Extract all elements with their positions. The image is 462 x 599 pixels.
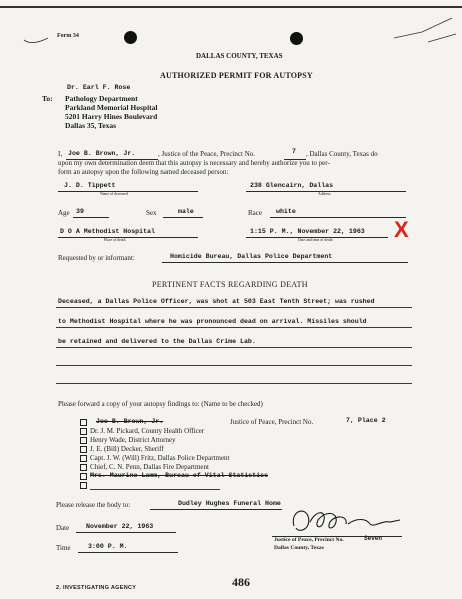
- addressee-line-4: Dallas 35, Texas: [65, 121, 117, 130]
- date-value: November 22, 1963: [86, 523, 154, 530]
- auth-line-3: form an autopsy upon the following named deceased person:: [58, 168, 229, 176]
- name-caption: Name of deceased: [100, 192, 128, 196]
- time-underline: [78, 551, 178, 553]
- to-label: To:: [42, 94, 53, 103]
- sig-caption-line-2: Dallas County, Texas: [274, 545, 324, 551]
- facts-rule-2: [56, 327, 412, 328]
- time-value: 3:00 P. M.: [88, 543, 128, 550]
- checkbox-decker[interactable]: [80, 446, 87, 453]
- deceased-name: J. D. Tippett: [64, 182, 116, 189]
- race-value: white: [276, 208, 296, 215]
- investigating-agency: 2. INVESTIGATING AGENCY: [56, 585, 137, 591]
- release-value: Dudley Hughes Funeral Home: [178, 500, 281, 507]
- auth-prefix: I,: [58, 150, 63, 158]
- forward-item-justice-name: Joe B. Brown, Jr.: [96, 418, 164, 425]
- blank-entry-rule: [90, 489, 220, 490]
- checkbox-fritz[interactable]: [80, 455, 87, 462]
- auth-mid: , Justice of the Peace, Precinct No.: [158, 150, 255, 158]
- forward-instruction: Please forward a copy of your autopsy findings to: (Name to be checked): [58, 400, 263, 408]
- sex-underline: [163, 216, 203, 218]
- facts-rule-1: [56, 307, 412, 308]
- form-title: AUTHORIZED PERMIT FOR AUTOPSY: [160, 71, 313, 80]
- race-underline: [270, 216, 406, 218]
- forward-item-pickard: Dr. J. M. Pickard, County Health Officer: [90, 427, 205, 435]
- form-number: Form 34: [57, 33, 79, 39]
- facts-line-3: be retained and delivered to the Dallas Crime Lab.: [58, 338, 256, 345]
- auth-line1-end: , Dallas County, Texas do: [306, 150, 378, 158]
- auth-justice: Joe B. Brown, Jr.: [68, 150, 136, 157]
- place-of-death: D O A Methodist Hospital: [60, 228, 155, 235]
- forward-item-fritz: Capt. J. W. (Will) Fritz, Dallas Police Department: [90, 454, 230, 462]
- facts-rule-4: [56, 365, 412, 366]
- signature: [286, 504, 406, 538]
- name-underline: [58, 190, 198, 192]
- requested-underline: [162, 261, 408, 263]
- release-label: Please release the body to:: [56, 501, 131, 509]
- facts-rule-5: [56, 383, 412, 384]
- age-underline: [73, 216, 109, 218]
- requested-by: Homicide Bureau, Dallas Police Department: [170, 253, 333, 260]
- facts-line-2: to Methodist Hospital where he was pronounced dead on arrival. Missiles should: [58, 318, 367, 325]
- place-caption: Place of death: [104, 238, 126, 242]
- punch-hole-right: [290, 32, 303, 45]
- release-underline: [150, 508, 282, 510]
- auth-line-2: upon my own determination deem that this autopsy is necessary and hereby authorize you to per-: [58, 159, 330, 167]
- date-label: Date: [56, 524, 70, 532]
- addressee-name: Dr. Earl F. Rose: [67, 84, 131, 91]
- requested-label: Requested by or informant:: [58, 254, 135, 262]
- forward-item-lamm: Mrs. Maurine Lamm, Bureau of Vital Statistics: [90, 472, 269, 479]
- corner-pen-marks: [392, 8, 460, 48]
- date-underline: [76, 531, 176, 533]
- checkbox-pickard[interactable]: [80, 428, 87, 435]
- punch-hole-left: [124, 31, 137, 44]
- deceased-address: 238 Glencairn, Dallas: [250, 182, 334, 189]
- place-underline: [58, 236, 198, 238]
- datetime-caption: Date and time of death: [298, 238, 333, 242]
- addressee-line-1: Pathology Department: [65, 94, 138, 103]
- facts-heading: PERTINENT FACTS REGARDING DEATH: [152, 280, 308, 289]
- age-label: Age: [58, 209, 70, 217]
- facts-rule-3: [56, 347, 412, 348]
- sig-precinct: Seven: [364, 535, 383, 542]
- datetime-of-death: 1:15 P. M., November 22, 1963: [250, 228, 365, 235]
- checkbox-justice[interactable]: [80, 419, 87, 426]
- forward-item-justice-precinct: 7, Place 2: [346, 417, 386, 424]
- forward-item-decker: J. E. (Bill) Decker, Sheriff: [90, 445, 164, 453]
- address-caption: Address: [318, 192, 331, 196]
- checkbox-blank[interactable]: [80, 482, 87, 489]
- left-pen-mark: [22, 34, 52, 48]
- page-number: 486: [232, 575, 250, 589]
- facts-line-1: Deceased, a Dallas Police Officer, was shot at 503 East Tenth Street; was rushed: [58, 298, 375, 305]
- time-label: Time: [56, 544, 71, 552]
- addressee-line-3: 5201 Harry Hines Boulevard: [65, 112, 158, 121]
- sex-value: male: [178, 208, 194, 215]
- race-label: Race: [248, 209, 262, 217]
- checkbox-wade[interactable]: [80, 437, 87, 444]
- addressee-line-2: Parkland Memorial Hospital: [65, 103, 158, 112]
- sex-label: Sex: [146, 209, 157, 217]
- county-heading: DALLAS COUNTY, TEXAS: [196, 52, 283, 60]
- forward-item-wade: Henry Wade, District Attorney: [90, 436, 176, 444]
- auth-precinct: 7: [292, 148, 296, 155]
- sig-caption-line-1: Justice of Peace, Precinct No.: [274, 537, 344, 543]
- red-x-annotation: X: [394, 217, 409, 242]
- forward-item-justice-suffix: Justice of Peace, Precinct No.: [230, 418, 314, 426]
- checkbox-penn[interactable]: [80, 464, 87, 471]
- age-value: 39: [76, 208, 84, 215]
- checkbox-lamm[interactable]: [80, 473, 87, 480]
- forward-item-penn: Chief, C. N. Penn, Dallas Fire Department: [90, 463, 209, 471]
